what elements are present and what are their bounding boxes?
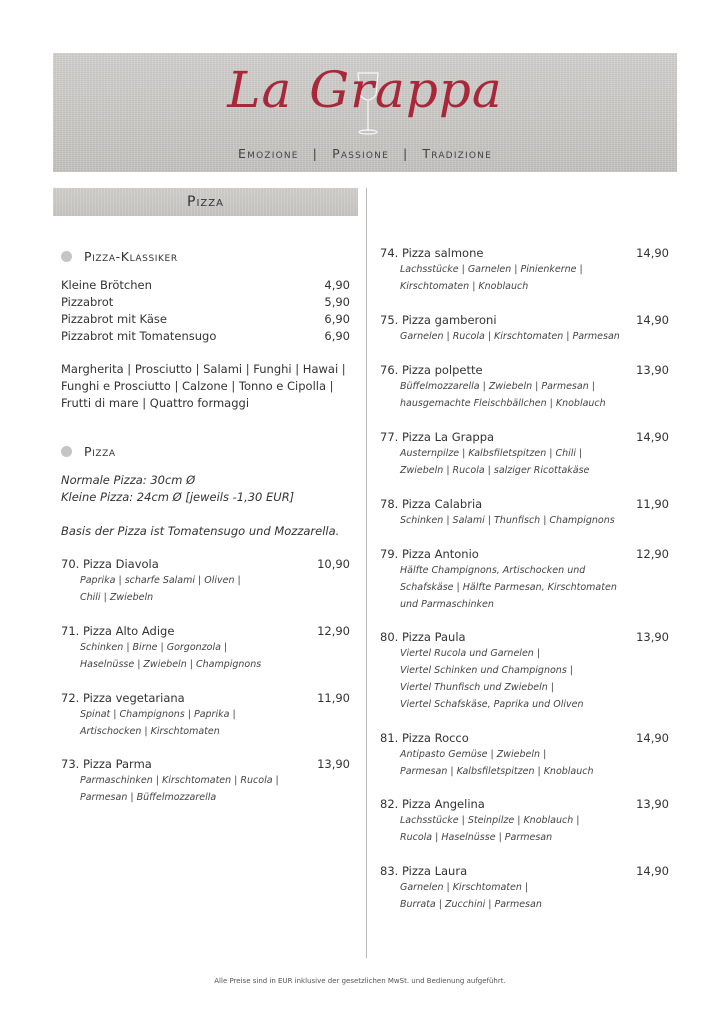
pizza-name: 71. Pizza Alto Adige <box>61 624 175 638</box>
desc-line: Paprika | scharfe Salami | Oliven | <box>80 575 241 586</box>
pizza-item <box>61 557 350 571</box>
desc-line: Viertel Schafskäse, Paprika und Oliven <box>400 699 584 710</box>
pizza-description <box>400 445 660 479</box>
item-price: 6,90 <box>324 312 350 326</box>
pizza-price: 10,90 <box>317 557 350 571</box>
pizza-description <box>400 812 660 846</box>
pizza-item <box>380 497 669 511</box>
desc-line: Parmesan | Büffelmozzarella <box>80 792 217 803</box>
bullet-icon <box>61 251 72 262</box>
menu-item <box>61 295 350 309</box>
pizza-name: 76. Pizza polpette <box>380 363 483 377</box>
pizza-item <box>380 547 669 561</box>
desc-line: Austernpilze | Kalbsfiletspitzen | Chili | <box>400 448 583 459</box>
desc-line: Garnelen | Kirschtomaten | <box>400 882 529 893</box>
desc-line: Parmaschinken | Kirschtomaten | Rucola | <box>80 775 279 786</box>
pizza-price: 14,90 <box>636 430 669 444</box>
item-price: 4,90 <box>324 278 350 292</box>
desc-line: Viertel Rucola und Garnelen | <box>400 648 541 659</box>
section-title: Pizza <box>53 188 358 216</box>
desc-line: Chili | Zwiebeln <box>80 592 154 603</box>
classic-list-line: Margherita | Prosciutto | Salami | Funghi | Hawai | <box>61 362 346 376</box>
item-price: 5,90 <box>324 295 350 309</box>
pizza-item <box>380 363 669 377</box>
header-banner <box>53 53 677 172</box>
pizza-name: 74. Pizza salmone <box>380 246 484 260</box>
desc-line: Haselnüsse | Zwiebeln | Champignons <box>80 659 262 670</box>
desc-line: hausgemachte Fleischbällchen | Knoblauch <box>400 398 606 409</box>
pizza-item <box>380 430 669 444</box>
classic-list <box>61 361 356 412</box>
pizza-item <box>380 731 669 745</box>
pizza-description <box>400 645 660 713</box>
pizza-name: 72. Pizza vegetariana <box>61 691 185 705</box>
desc-line: Garnelen | Rucola | Kirschtomaten | Parmesan <box>400 331 620 342</box>
pizza-description <box>80 572 350 606</box>
size-normal: Normale Pizza: 30cm Ø <box>61 473 196 487</box>
item-name: Pizzabrot <box>61 295 114 309</box>
desc-line: Antipasto Gemüse | Zwiebeln | <box>400 749 547 760</box>
pizza-description <box>80 639 350 673</box>
pizza-description <box>400 328 660 345</box>
pizza-price: 13,90 <box>636 363 669 377</box>
pizza-price: 14,90 <box>636 864 669 878</box>
desc-line: Viertel Thunfisch und Zwiebeln | <box>400 682 554 693</box>
desc-line: Hälfte Champignons, Artischocken und <box>400 565 586 576</box>
pizza-name: 79. Pizza Antonio <box>380 547 479 561</box>
pizza-price: 13,90 <box>636 797 669 811</box>
size-small: Kleine Pizza: 24cm Ø [jeweils -1,30 EUR] <box>61 490 295 504</box>
pizza-name: 75. Pizza gamberoni <box>380 313 497 327</box>
tagline <box>53 146 677 161</box>
pizza-price: 13,90 <box>636 630 669 644</box>
pizza-item <box>61 691 350 705</box>
pizza-item <box>380 313 669 327</box>
menu-item <box>61 278 350 292</box>
desc-line: Viertel Schinken und Champignons | <box>400 665 573 676</box>
size-info <box>61 472 356 506</box>
tagline-word: Passione <box>332 146 389 161</box>
pizza-price: 11,90 <box>636 497 669 511</box>
pizza-description <box>80 772 350 806</box>
pizza-description <box>80 706 350 740</box>
desc-line: Lachsstücke | Steinpilze | Knoblauch | <box>400 815 580 826</box>
desc-line: Schinken | Salami | Thunfisch | Champignons <box>400 515 615 526</box>
pizza-description <box>400 378 660 412</box>
desc-line: Parmesan | Kalbsfiletspitzen | Knoblauch <box>400 766 594 777</box>
pizza-price: 12,90 <box>636 547 669 561</box>
pizza-price: 11,90 <box>317 691 350 705</box>
pizza-name: 80. Pizza Paula <box>380 630 466 644</box>
desc-line: Schinken | Birne | Gorgonzola | <box>80 642 228 653</box>
pizza-name: 70. Pizza Diavola <box>61 557 159 571</box>
pizza-description <box>400 562 660 613</box>
logo: La Grappa <box>227 61 503 119</box>
pizza-item <box>61 624 350 638</box>
menu-item <box>61 312 350 326</box>
tagline-separator: | <box>402 146 409 161</box>
pizza-name: 77. Pizza La Grappa <box>380 430 495 444</box>
pizza-price: 14,90 <box>636 731 669 745</box>
classic-list-line: Funghi e Prosciutto | Calzone | Tonno e Cipolla | <box>61 379 334 393</box>
item-name: Pizzabrot mit Käse <box>61 312 167 326</box>
pizza-description <box>400 261 660 295</box>
pizza-item <box>380 630 669 644</box>
item-price: 6,90 <box>324 329 350 343</box>
classic-list-line: Frutti di mare | Quattro formaggi <box>61 396 250 410</box>
desc-line: Artischocken | Kirschtomaten <box>80 726 220 737</box>
subheading-klassiker <box>61 249 178 264</box>
desc-line: Rucola | Haselnüsse | Parmesan <box>400 832 553 843</box>
pizza-description <box>400 879 660 913</box>
pizza-name: 81. Pizza Rocco <box>380 731 469 745</box>
pizza-price: 13,90 <box>317 757 350 771</box>
tagline-word: Tradizione <box>422 146 492 161</box>
desc-line: Spinat | Champignons | Paprika | <box>80 709 236 720</box>
pizza-price: 14,90 <box>636 246 669 260</box>
subheading-pizza <box>61 444 116 459</box>
pizza-name: 78. Pizza Calabria <box>380 497 483 511</box>
pizza-name: 83. Pizza Laura <box>380 864 468 878</box>
pizza-item <box>380 864 669 878</box>
tagline-separator: | <box>312 146 319 161</box>
subheading-label: Pizza-Klassiker <box>84 249 178 264</box>
pizza-item <box>380 797 669 811</box>
pizza-item <box>61 757 350 771</box>
footer-note: Alle Preise sind in EUR inklusive der gesetzlichen MwSt. und Bedienung aufgeführt. <box>214 977 506 985</box>
subheading-label: Pizza <box>84 444 116 459</box>
item-name: Kleine Brötchen <box>61 278 152 292</box>
desc-line: und Parmaschinken <box>400 599 494 610</box>
pizza-description <box>400 512 660 529</box>
menu-item <box>61 329 350 343</box>
desc-line: Lachsstücke | Garnelen | Pinienkerne | <box>400 264 583 275</box>
desc-line: Zwiebeln | Rucola | salziger Ricottakäse <box>400 465 590 476</box>
desc-line: Büffelmozzarella | Zwiebeln | Parmesan | <box>400 381 595 392</box>
bullet-icon <box>61 446 72 457</box>
tagline-word: Emozione <box>238 146 299 161</box>
pizza-item <box>380 246 669 260</box>
column-divider <box>366 188 367 958</box>
pizza-name: 73. Pizza Parma <box>61 757 152 771</box>
item-name: Pizzabrot mit Tomatensugo <box>61 329 217 343</box>
pizza-price: 14,90 <box>636 313 669 327</box>
pizza-name: 82. Pizza Angelina <box>380 797 485 811</box>
desc-line: Burrata | Zucchini | Parmesan <box>400 899 542 910</box>
basis-note: Basis der Pizza ist Tomatensugo und Mozzarella. <box>61 524 340 538</box>
pizza-description <box>400 746 660 780</box>
desc-line: Schafskäse | Hälfte Parmesan, Kirschtomaten <box>400 582 617 593</box>
pizza-price: 12,90 <box>317 624 350 638</box>
desc-line: Kirschtomaten | Knoblauch <box>400 281 529 292</box>
